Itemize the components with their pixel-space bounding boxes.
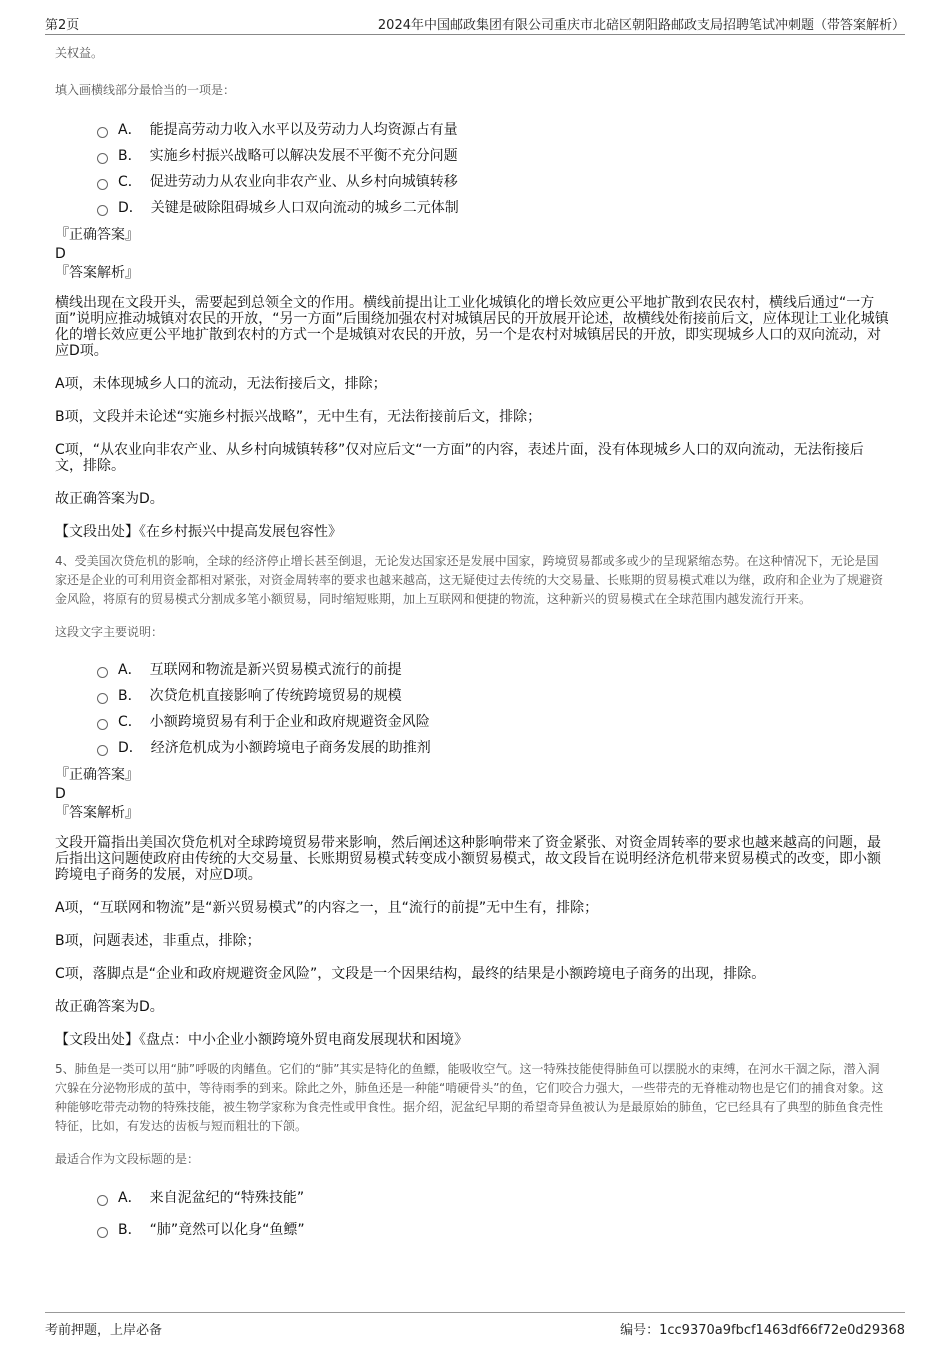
q4-answer-label: 『正确答案』 [55,767,139,783]
option-letter: A． [118,122,142,138]
radio-icon[interactable] [97,719,108,730]
radio-icon[interactable] [97,1195,108,1206]
option-letter: C． [118,174,142,190]
q3-option-b[interactable] [97,142,890,168]
q4-option-a[interactable] [97,656,890,682]
q4-answer: D [55,786,66,802]
page-number: 第2页 [45,18,80,33]
q4-analysis-a: A项，“互联网和物流”是“新兴贸易模式”的内容之一，且“流行的前提”无中生有，排除； [55,900,599,916]
q5-prompt: 最适合作为文段标题的是： [55,1152,200,1166]
radio-icon[interactable] [97,667,108,678]
q5-option-b[interactable] [97,1213,890,1245]
q5-options [97,1181,890,1245]
option-text: 促进劳动力从农业向非农产业、从乡村向城镇转移 [149,174,458,190]
q3-source: 【文段出处】《在乡村振兴中提高发展包容性》 [55,524,342,540]
q3-answer: D [55,246,66,262]
q4-analysis-b: B项，问题表述，非重点，排除； [55,933,261,949]
option-letter: D． [118,200,143,216]
radio-icon[interactable] [97,179,108,190]
option-letter: D． [118,740,143,756]
option-letter: C． [118,714,142,730]
document-title: 2024年中国邮政集团有限公司重庆市北碚区朝阳路邮政支局招聘笔试冲刺题（带答案解析） [377,18,905,33]
option-text: 经济危机成为小额跨境电子商务发展的助推剂 [150,740,431,756]
radio-icon[interactable] [97,693,108,704]
q3-analysis: 横线出现在文段开头，需要起到总领全文的作用。横线前提出让工业化城镇化的增长效应更公平地扩散到农民农村，横线后通过“一方面”说明应推动城镇对农民的开放，“另一方面”后围绕加强农村对城镇居民的开放展开论述，故横线处衔接前后文，应体现让工业化城镇化的增长效应更公平地扩散到农村的方式一个是城镇对农民的开放，另一个是农村对城镇居民的开放，即实现城乡人口的双向流动，对应D项。 [55,295,889,359]
radio-icon[interactable] [97,1227,108,1238]
radio-icon[interactable] [97,153,108,164]
q3-analysis-c: C项，“从农业向非农产业、从乡村向城镇转移”仅对应后文“一方面”的内容，表述片面，没有体现城乡人口的双向流动，无法衔接后文，排除。 [55,442,864,474]
option-text: 关键是破除阻碍城乡人口双向流动的城乡二元体制 [150,200,459,216]
option-text: 次贷危机直接影响了传统跨境贸易的规模 [149,688,402,704]
q4-option-c[interactable] [97,708,890,734]
q4-text: 4、受美国次贷危机的影响，全球的经济停止增长甚至倒退，无论发达国家还是发展中国家，跨境贸易都或多或少的呈现紧缩态势。在这种情况下，无论是国家还是企业的可利用资金都相对紧张，对资金周转率的要求也越来越高，这无疑使过去传统的大交易量、长账期的贸易模式难以为继，政府和企业为了规避资金风险，将原有的贸易模式分割成多笔小额贸易，同时缩短账期，加上互联网和便捷的物流，这种新兴的贸易模式在全球范围内越发流行开来。 [55,554,884,606]
document-id: 编号：1cc9370a9fbcf1463df66f72e0d29368 [620,1323,905,1338]
page-footer [45,1312,905,1339]
q4-conclusion: 故正确答案为D。 [55,999,164,1015]
q5-text: 5、肺鱼是一类可以用“肺”呼吸的肉鳍鱼。它们的“肺”其实是特化的鱼鳔，能吸收空气。这一特殊技能使得肺鱼可以摆脱水的束缚，在河水干涸之际，潜入洞穴躲在分泌物形成的茧中，等待雨季的到来。除此之外，肺鱼还是一种能“啃硬骨头”的鱼，它们咬合力强大，一些带壳的无脊椎动物也是它们的捕食对象。这种能够吃带壳动物的特殊技能，被生物学家称为食壳性或甲食性。据介绍，泥盆纪早期的希望奇异鱼被认为是最原始的肺鱼，它已经具有了典型的肺鱼食壳性特征，比如，有发达的齿板与短而粗壮的下颌。 [55,1062,884,1133]
option-text: 互联网和物流是新兴贸易模式流行的前提 [149,662,402,678]
q3-analysis-label: 『答案解析』 [55,265,139,281]
option-text: 能提高劳动力收入水平以及劳动力人均资源占有量 [149,122,458,138]
radio-icon[interactable] [97,127,108,138]
footer-slogan: 考前押题，上岸必备 [45,1323,163,1338]
q4-analysis-label: 『答案解析』 [55,805,139,821]
q4-analysis: 文段开篇指出美国次贷危机对全球跨境贸易带来影响，然后阐述这种影响带来了资金紧张、对资金周转率的要求也越来越高的问题，最后指出这问题使政府由传统的大交易量、长账期贸易模式转变成小额贸易模式，故文段旨在说明经济危机带来贸易模式的改变，即小额跨境电子商务的发展，对应D项。 [55,835,881,883]
option-text: “肺”竟然可以化身“鱼鳔” [149,1222,305,1238]
option-letter: A． [118,1190,142,1206]
q3-answer-label: 『正确答案』 [55,227,139,243]
option-letter: B． [118,148,142,164]
radio-icon[interactable] [97,745,108,756]
q4-analysis-c: C项，落脚点是“企业和政府规避资金风险”，文段是一个因果结构，最终的结果是小额跨境电子商务的出现，排除。 [55,966,766,982]
page-header [45,12,905,35]
q4-options [97,656,890,760]
q3-analysis-b: B项，文段并未论述“实施乡村振兴战略”，无中生有，无法衔接前后文，排除； [55,409,542,425]
option-text: 来自泥盆纪的“特殊技能” [149,1190,305,1206]
option-text: 小额跨境贸易有利于企业和政府规避资金风险 [149,714,430,730]
q3-prompt: 填入画横线部分最恰当的一项是： [55,83,236,97]
option-letter: B． [118,1222,142,1238]
page-content [55,40,890,1245]
radio-icon[interactable] [97,205,108,216]
q3-tail: 关权益。 [55,46,104,60]
q3-option-d[interactable] [97,194,890,220]
option-text: 实施乡村振兴战略可以解决发展不平衡不充分问题 [149,148,458,164]
q4-option-d[interactable] [97,734,890,760]
option-letter: A． [118,662,142,678]
q4-prompt: 这段文字主要说明： [55,625,164,639]
q5-option-a[interactable] [97,1181,890,1213]
q4-source: 【文段出处】《盘点：中小企业小额跨境外贸电商发展现状和困境》 [55,1032,468,1048]
q3-option-c[interactable] [97,168,890,194]
q3-analysis-a: A项，未体现城乡人口的流动，无法衔接后文，排除； [55,376,387,392]
q4-option-b[interactable] [97,682,890,708]
q3-options [97,116,890,220]
q3-conclusion: 故正确答案为D。 [55,491,164,507]
option-letter: B． [118,688,142,704]
q3-option-a[interactable] [97,116,890,142]
